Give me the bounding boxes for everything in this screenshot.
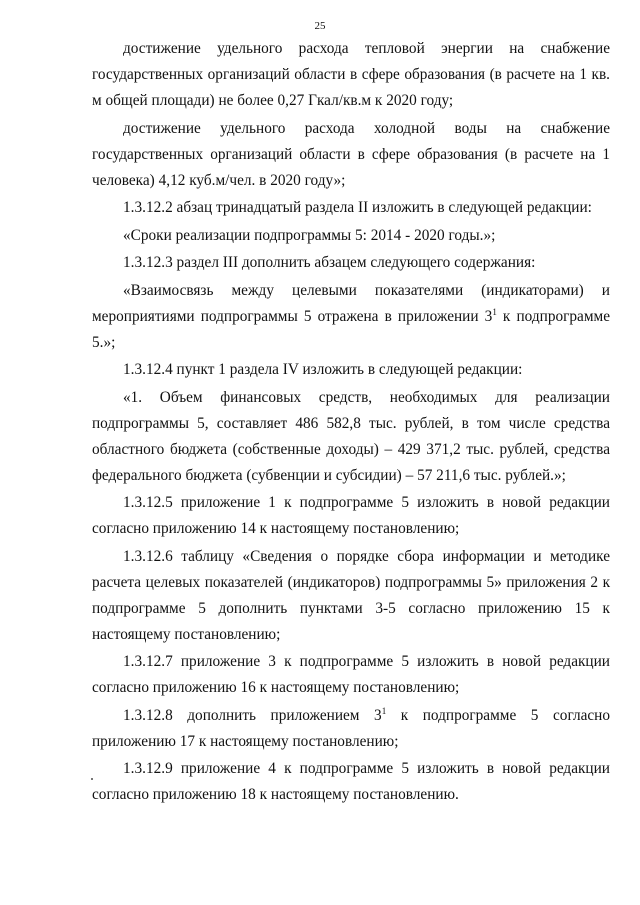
paragraph-1-3-12-6: 1.3.12.6 таблицу «Сведения о порядке сбора информации и методике расчета целевых показателей (индикаторов) подпрограммы 5» приложения 2 к подпрограмме 5 дополнить пунктами 3-5 согласно приложению 15 к настоящему постановлению; [92, 547, 610, 643]
paragraph-1-3-12-2: 1.3.12.2 абзац тринадцатый раздела II изложить в следующей редакции: [123, 199, 592, 216]
paragraph-interrelation-text: «Взаимосвязь между целевыми показателями (индикаторами) и мероприятиями подпрограммы 5 отражена в приложении 3 [92, 281, 610, 325]
paragraph-1-3-12-9: 1.3.12.9 приложение 4 к подпрограмме 5 изложить в новой редакции согласно приложению 18 к настоящему постановлению. [92, 760, 610, 803]
page-number: 25 [314, 20, 326, 32]
paragraph-1-3-12-3: 1.3.12.3 раздел III дополнить абзацем следующего содержания: [123, 254, 536, 271]
paragraph-1-3-12-8 [92, 703, 610, 755]
paragraph-terms: «Сроки реализации подпрограммы 5: 2014 - 2020 годы.»; [123, 226, 496, 244]
scan-speck [91, 778, 93, 780]
paragraph-heat-energy: достижение удельного расхода тепловой энергии на снабжение государственных организаций области в сфере образования (в расчете на 1 кв. м общей площади) не более 0,27 Гкал/кв.м к 2020 году; [92, 40, 610, 109]
paragraph-interrelation [92, 278, 610, 356]
superscript: 1 [492, 306, 497, 317]
paragraph-1-3-12-8-text: 1.3.12.8 дополнить приложением 3 [123, 706, 382, 724]
paragraph-1-3-12-5: 1.3.12.5 приложение 1 к подпрограмме 5 изложить в новой редакции согласно приложению 14 к настоящему постановлению; [92, 494, 610, 537]
paragraph-1-3-12-4: 1.3.12.4 пункт 1 раздела IV изложить в следующей редакции: [123, 361, 523, 378]
superscript: 1 [381, 705, 387, 716]
paragraph-1-3-12-7: 1.3.12.7 приложение 3 к подпрограмме 5 изложить в новой редакции согласно приложению 16 к настоящему постановлению; [92, 653, 610, 696]
paragraph-financing: «1. Объем финансовых средств, необходимых для реализации подпрограммы 5, составляет 486 582,8 тыс. рублей, в том числе средства областного бюджета (собственные доходы) – 429 371,2 тыс. рублей, средства федерального бюджета (субвенции и субсидии) – 57 211,6 тыс. рублей.»; [92, 388, 610, 484]
document-body [92, 36, 610, 810]
paragraph-interrelation-tail: к подпрограмме 5.»; [92, 307, 610, 351]
paragraph-cold-water: достижение удельного расхода холодной воды на снабжение государственных организаций области в сфере образования (в расчете на 1 человека) 4,12 куб.м/чел. в 2020 году»; [92, 119, 610, 189]
paragraph-1-3-12-8-tail: к подпрограмме 5 согласно приложению 17 к настоящему постановлению; [92, 706, 610, 750]
